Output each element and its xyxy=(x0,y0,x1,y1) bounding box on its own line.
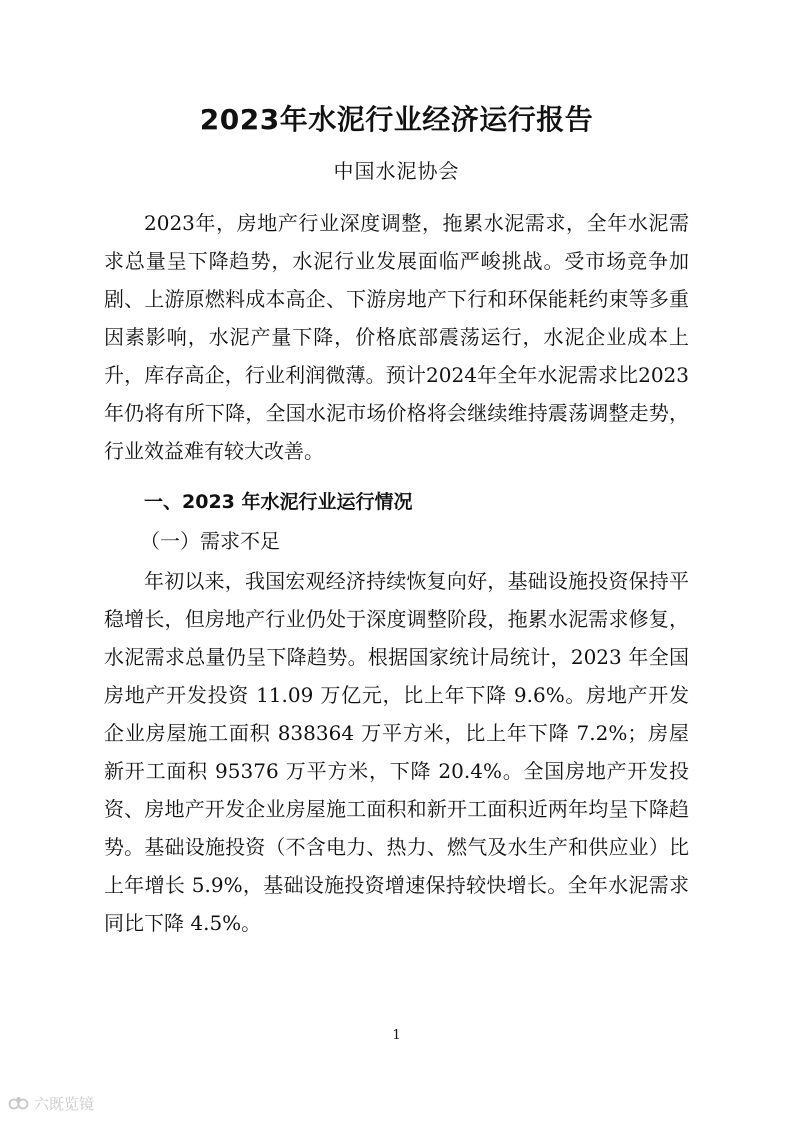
page-number: 1 xyxy=(392,1028,401,1043)
document-author: 中国水泥协会 xyxy=(333,159,460,183)
demand-paragraph-block xyxy=(104,562,689,942)
intro-paragraph: 2023年，房地产行业深度调整，拖累水泥需求，全年水泥需求总量呈下降趋势，水泥行业发展面临严峻挑战。受市场竞争加剧、上游原燃料成本高企、下游房地产下行和环保能耗约束等多重因素影响，水泥产量下降，价格底部震荡运行，水泥企业成本上升，库存高企，行业利润微薄。预计2024年全年水泥需求比2023年仍将有所下降，全国水泥市场价格将会继续维持震荡调整走势，行业效益难有较大改善。 xyxy=(104,211,689,463)
intro-paragraph-block xyxy=(104,204,689,470)
watermark xyxy=(8,1094,94,1114)
document-title: 2023年水泥行业经济运行报告 xyxy=(199,103,594,136)
watermark-text: 六既览镜 xyxy=(34,1095,95,1113)
subsection-heading: （一）需求不足 xyxy=(140,529,280,553)
section-heading: 一、2023 年水泥行业运行情况 xyxy=(144,491,413,513)
logo-mark-icon xyxy=(8,1095,30,1113)
demand-paragraph: 年初以来，我国宏观经济持续恢复向好，基础设施投资保持平稳增长，但房地产行业仍处于深度调整阶段，拖累水泥需求修复，水泥需求总量仍呈下降趋势。根据国家统计局统计，2023 年全国房地产开发投资 11.09 万亿元，比上年下降 9.6%。房地产开发企业房屋施工面积 838364 万平方米，比上年下降 7.2%；房屋新开工面积 95376 万平方米，下降 20.4%。全国房地产开发投资、房地产开发企业房屋施工面积和新开工面积近两年均呈下降趋势。基础设施投资（不含电力、热力、燃气及水生产和供应业）比上年增长 5.9%，基础设施投资增速保持较快增长。全年水泥需求同比下降 4.5%。 xyxy=(104,569,689,935)
